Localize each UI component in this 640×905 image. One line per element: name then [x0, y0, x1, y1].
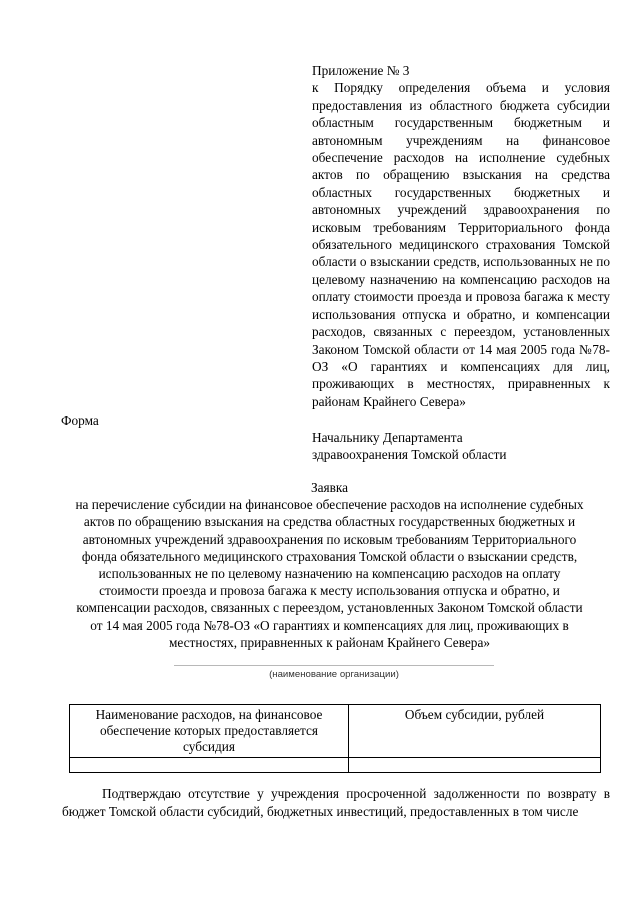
- request-line: использованных не по целевому назначению на компенсацию расходов на оплату: [98, 566, 561, 582]
- header-expense-name: Наименование расходов, на финансовое обеспечение которых предоставляется субсидия: [70, 705, 349, 758]
- request-line: автономных учреждений здравоохранения по исковым требованиям Территориального: [82, 531, 577, 547]
- addressee-line-2: здравоохранения Томской области: [312, 447, 507, 463]
- subsidy-table: [69, 704, 601, 773]
- organization-name-line: [174, 665, 494, 666]
- request-block: [52, 479, 607, 651]
- confirmation-paragraph: Подтверждаю отсутствие у учреждения просроченной задолженности по возврату в бюджет Томской области субсидий, бюджетных инвестиций, предоставленных в том числе: [62, 786, 610, 819]
- table-header-row: [70, 705, 601, 758]
- request-line: местностях, приравненных к районам Крайнего Севера»: [168, 634, 490, 650]
- table-cell: [349, 758, 601, 773]
- request-line: от 14 мая 2005 года №78-ОЗ «О гарантиях и компенсациях для лиц, проживающих в: [90, 617, 569, 633]
- request-line: стоимости проезда и провоза багажа к месту использования отпуска и обратно, и: [99, 583, 560, 599]
- appendix-number: Приложение № 3: [312, 63, 410, 78]
- request-line: фонда обязательного медицинского страхования Томской области о взыскании средств,: [81, 548, 578, 564]
- appendix-text: к Порядку определения объема и условия предоставления из областного бюджета субсидии областным государственным бюджетным и автономным учреждениям на финансовое обеспечение расходов на исполнение судебных актов по обращению взыскания на средства областных государственных бюджетных и автономных учреждений здравоохранения по исковым требованиям Территориального фонда обязательного медицинского страхования Томской области о взыскании средств, использованных не по целевому назначению на компенсацию расходов на оплату стоимости проезда и провоза багажа к месту использования отпуска и обратно, и компенсации расходов, связанных с переездом, установленных Законом Томской области от 14 мая 2005 года №78-ОЗ «О гарантиях и компенсациях для лиц, проживающих в местностях, приравненных к районам Крайнего Севера»: [312, 80, 610, 409]
- table-cell: [70, 758, 349, 773]
- form-label: Форма: [61, 413, 99, 428]
- table-row: [70, 758, 601, 773]
- appendix-block: [312, 62, 610, 410]
- request-title: Заявка: [310, 480, 349, 495]
- addressee-line-1: Начальнику Департамента: [312, 430, 463, 445]
- addressee-block: [312, 429, 610, 464]
- request-line: компенсации расходов, связанных с переездом, установленных Законом Томской области: [76, 600, 583, 616]
- request-line: актов по обращению взыскания на средства областных государственных бюджетных и: [83, 514, 576, 530]
- organization-caption: (наименование организации): [269, 669, 399, 680]
- header-subsidy-amount: Объем субсидии, рублей: [349, 705, 601, 758]
- request-line: на перечисление субсидии на финансовое обеспечение расходов на исполнение судебных: [75, 497, 584, 513]
